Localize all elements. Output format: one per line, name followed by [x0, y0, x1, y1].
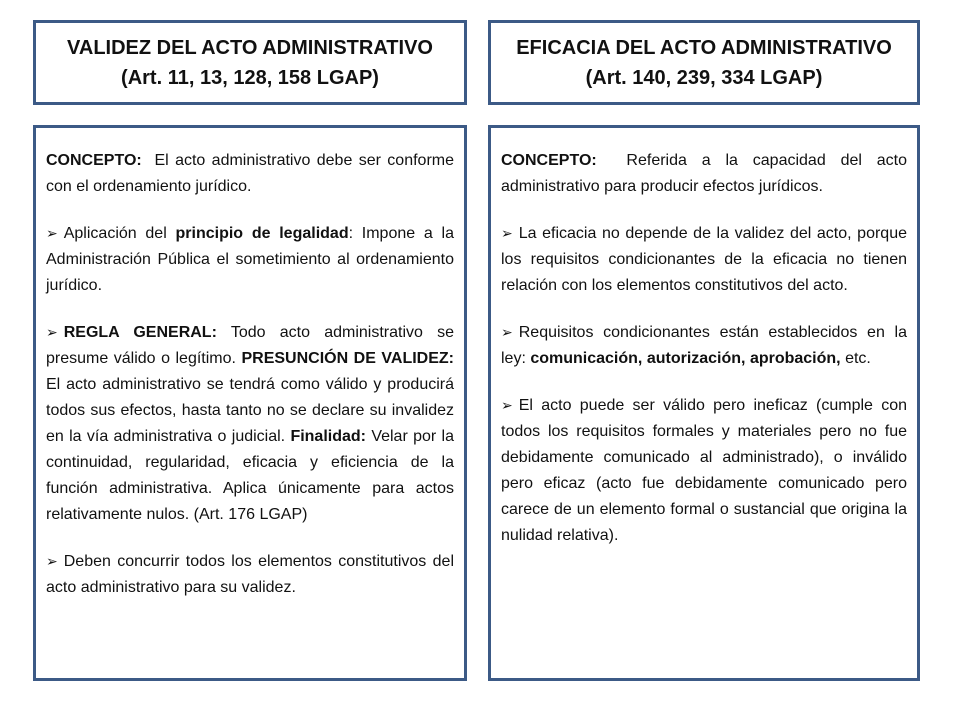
validez-bullet-elementos — [46, 549, 454, 601]
bullet-text: Todo acto administrativo se presume válido o legítimo. — [46, 324, 454, 367]
concept-text: Referida a la capacidad del acto administrativo para producir efectos jurídicos. — [501, 152, 908, 195]
bullet-text: : Impone a la Administración Pública el sometimiento al ordenamiento jurídico. — [46, 225, 455, 294]
concept-label: CONCEPTO: — [501, 152, 597, 169]
arrow-bullet-icon: ➢ — [46, 325, 58, 341]
validez-header — [33, 20, 467, 105]
validez-articles: (Art. 11, 13, 128, 158 LGAP) — [121, 66, 379, 89]
validez-bullet-regla-general — [46, 320, 454, 528]
eficacia-header — [488, 20, 920, 105]
bullet-bold: comunicación, autorización, aprobación, — [530, 350, 841, 367]
eficacia-bullet-ineficaz — [501, 393, 907, 549]
bullet-text: El acto administrativo se tendrá como válido y producirá todos sus efectos, hasta tanto no se declare su invalidez en la vía administrativa o judicial. — [46, 376, 454, 445]
bullet-text: Deben concurrir todos los elementos constitutivos del acto administrativo para su validez. — [46, 553, 454, 596]
validez-concept — [46, 148, 454, 200]
bullet-bold: Finalidad: — [290, 428, 366, 445]
eficacia-title: EFICACIA DEL ACTO ADMINISTRATIVO — [516, 36, 892, 59]
bullet-text: etc. — [840, 350, 871, 367]
eficacia-articles: (Art. 140, 239, 334 LGAP) — [585, 66, 823, 89]
eficacia-bullet-requisitos — [501, 320, 907, 372]
bullet-text: Velar por la continuidad, regularidad, eficacia y eficiencia de la función administrativa. Aplica únicamente para actos relativamente nulos. (Art. 176 LGAP) — [46, 428, 454, 523]
arrow-bullet-icon: ➢ — [501, 325, 513, 341]
arrow-bullet-icon: ➢ — [501, 226, 513, 242]
bullet-text: Aplicación del — [63, 225, 176, 242]
bullet-bold: REGLA GENERAL: — [63, 324, 217, 341]
concept-text: El acto administrativo debe ser conforme con el ordenamiento jurídico. — [46, 152, 455, 195]
arrow-bullet-icon: ➢ — [46, 226, 58, 242]
eficacia-bullet-validez — [501, 221, 907, 299]
arrow-bullet-icon: ➢ — [46, 554, 58, 570]
eficacia-concept — [501, 148, 907, 200]
bullet-text: La eficacia no depende de la validez del acto, porque los requisitos condicionantes de la eficacia no tienen relación con los elementos constitutivos del acto. — [501, 225, 907, 294]
bullet-bold: principio de legalidad — [175, 225, 349, 242]
bullet-bold: PRESUNCIÓN DE VALIDEZ: — [241, 350, 455, 367]
bullet-text: Requisitos condicionantes están establecidos en la ley: — [501, 324, 907, 367]
validez-bullet-legalidad — [46, 221, 454, 299]
validez-content — [33, 125, 467, 681]
bullet-text: El acto puede ser válido pero ineficaz (cumple con todos los requisitos formales y materiales pero no fue debidamente comunicado al administrado), o inválido pero eficaz (acto fue debidamente comunicado pero carece de un elemento formal o sustancial que origina la nulidad relativa). — [501, 397, 907, 544]
eficacia-content — [488, 125, 920, 681]
arrow-bullet-icon: ➢ — [501, 398, 513, 414]
concept-label: CONCEPTO: — [46, 152, 142, 169]
validez-title: VALIDEZ DEL ACTO ADMINISTRATIVO — [67, 36, 433, 59]
